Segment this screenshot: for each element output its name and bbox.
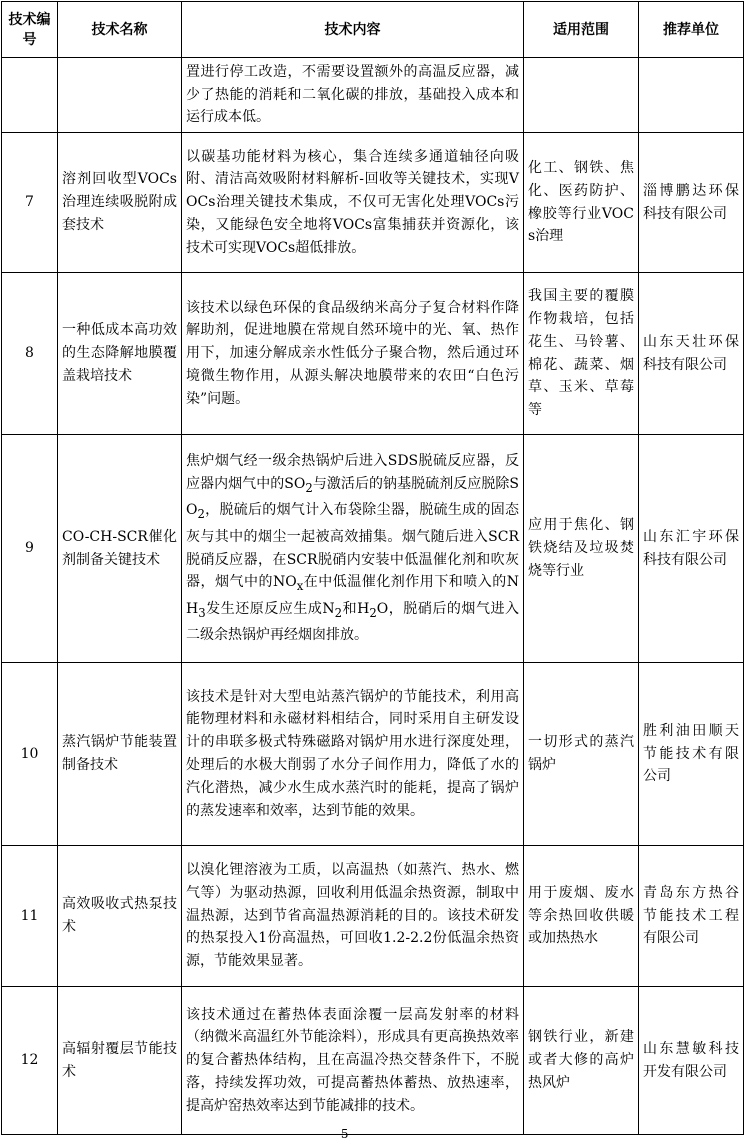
tech-name: 高辐射覆层节能技术 xyxy=(58,987,182,1135)
header-tech-content: 技术内容 xyxy=(182,2,524,58)
tech-content: 以溴化锂溶液为工质，以高温热（如蒸汽、热水、燃气等）为驱动热源，回收利用低温余热资源，制取中温热源，达到节省高温热源消耗的目的。该技术研发的热泵投入1份高温热，可回收1.2-2.2份低温余热资源，节能效果显著。 xyxy=(182,846,524,987)
header-tech-name: 技术名称 xyxy=(58,2,182,58)
tech-id: 10 xyxy=(2,663,58,846)
tech-id: 9 xyxy=(2,435,58,663)
table-row xyxy=(2,133,744,273)
table-header-row xyxy=(2,2,744,58)
tech-content: 该技术通过在蓄热体表面涂覆一层高发射率的材料（纳微米高温红外节能涂料），形成具有更高换热效率的复合蓄热体结构，且在高温冷热交替条件下，不脱落，持续发挥功效，可提高蓄热体蓄热、放热速率，提高炉窑热效率达到节能减排的技术。 xyxy=(182,987,524,1135)
tech-name: 蒸汽锅炉节能装置制备技术 xyxy=(58,663,182,846)
tech-scope: 用于废烟、废水等余热回收供暖或加热热水 xyxy=(524,846,639,987)
tech-content: 该技术以绿色环保的食品级纳米高分子复合材料作降解助剂，促进地膜在常规自然环境中的光、氧、热作用下，加速分解成亲水性低分子聚合物，然后通过环境微生物作用，从源头解决地膜带来的农田“白色污染”问题。 xyxy=(182,273,524,435)
table-row xyxy=(2,846,744,987)
header-recommending-unit: 推荐单位 xyxy=(639,2,744,58)
tech-unit: 山东汇宇环保科技有限公司 xyxy=(639,435,744,663)
table-row xyxy=(2,663,744,846)
tech-scope: 化工、钢铁、焦化、医药防护、橡胶等行业VOCs治理 xyxy=(524,133,639,273)
table-row xyxy=(2,435,744,663)
tech-unit: 青岛东方热谷节能技术工程有限公司 xyxy=(639,846,744,987)
tech-content: 该技术是针对大型电站蒸汽锅炉的节能技术，利用高能物理材料和永磁材料相结合，同时采用自主研发设计的串联多极式特殊磁路对锅炉用水进行深度处理，处理后的水极大削弱了水分子间作用力，降低了水的汽化潜热，减少水生成水蒸汽时的能耗，提高了锅炉的蒸发速率和效率，达到节能的效果。 xyxy=(182,663,524,846)
header-tech-id: 技术编号 xyxy=(2,2,58,58)
tech-content: 焦炉烟气经一级余热锅炉后进入SDS脱硫反应器，反应器内烟气中的$SO_2$与激活后的钠基脱硫剂反应脱除$SO_2$，脱硫后的烟气计入布袋除尘器，脱硫生成的固态灰与其中的烟尘一起被高效捕集。烟气随后进入SCR脱硝反应器，在SCR脱硝内安装中低温催化剂和吹灰器，烟气中的$NO_x$在中低温催化剂作用下和喷入的$NH_3$发生还原反应生成$N_2$和$H_2O$，脱硝后的烟气进入二级余热锅炉再经烟囱排放。 xyxy=(182,435,524,663)
tech-unit: 淄博鹏达环保科技有限公司 xyxy=(639,133,744,273)
tech-name: 溶剂回收型VOCs治理连续吸脱附成套技术 xyxy=(58,133,182,273)
tech-id: 11 xyxy=(2,846,58,987)
tech-id: 7 xyxy=(2,133,58,273)
tech-content: 置进行停工改造，不需要设置额外的高温反应器，减少了热能的消耗和二氧化碳的排放，基础投入成本和运行成本低。 xyxy=(182,58,524,133)
tech-unit: 山东天壮环保科技有限公司 xyxy=(639,273,744,435)
tech-scope: 应用于焦化、钢铁烧结及垃圾焚烧等行业 xyxy=(524,435,639,663)
tech-scope: 我国主要的覆膜作物栽培，包括花生、马铃薯、棉花、蔬菜、烟草、玉米、草莓等 xyxy=(524,273,639,435)
tech-name: CO-CH-SCR催化剂制备关键技术 xyxy=(58,435,182,663)
tech-id: 8 xyxy=(2,273,58,435)
tech-content: 以碳基功能材料为核心，集合连续多通道轴径向吸附、清洁高效吸附材料解析-回收等关键技术，实现VOCs治理关键技术集成，不仅可无害化处理VOCs污染，又能绿色安全地将VOCs富集捕获并资源化，该技术可实现VOCs超低排放。 xyxy=(182,133,524,273)
tech-name xyxy=(58,58,182,133)
table-row xyxy=(2,273,744,435)
tech-unit: 山东慧敏科技开发有限公司 xyxy=(639,987,744,1135)
table-row xyxy=(2,58,744,133)
tech-scope xyxy=(524,58,639,133)
tech-name: 一种低成本高功效的生态降解地膜覆盖栽培技术 xyxy=(58,273,182,435)
tech-scope: 一切形式的蒸汽锅炉 xyxy=(524,663,639,846)
table-row xyxy=(2,987,744,1135)
page-number: - 5 - xyxy=(333,1127,357,1141)
header-scope: 适用范围 xyxy=(524,2,639,58)
tech-scope: 钢铁行业，新建或者大修的高炉热风炉 xyxy=(524,987,639,1135)
tech-id: 12 xyxy=(2,987,58,1135)
technology-table xyxy=(1,1,744,1135)
tech-id xyxy=(2,58,58,133)
tech-unit: 胜利油田顺天节能技术有限公司 xyxy=(639,663,744,846)
tech-unit xyxy=(639,58,744,133)
tech-name: 高效吸收式热泵技术 xyxy=(58,846,182,987)
